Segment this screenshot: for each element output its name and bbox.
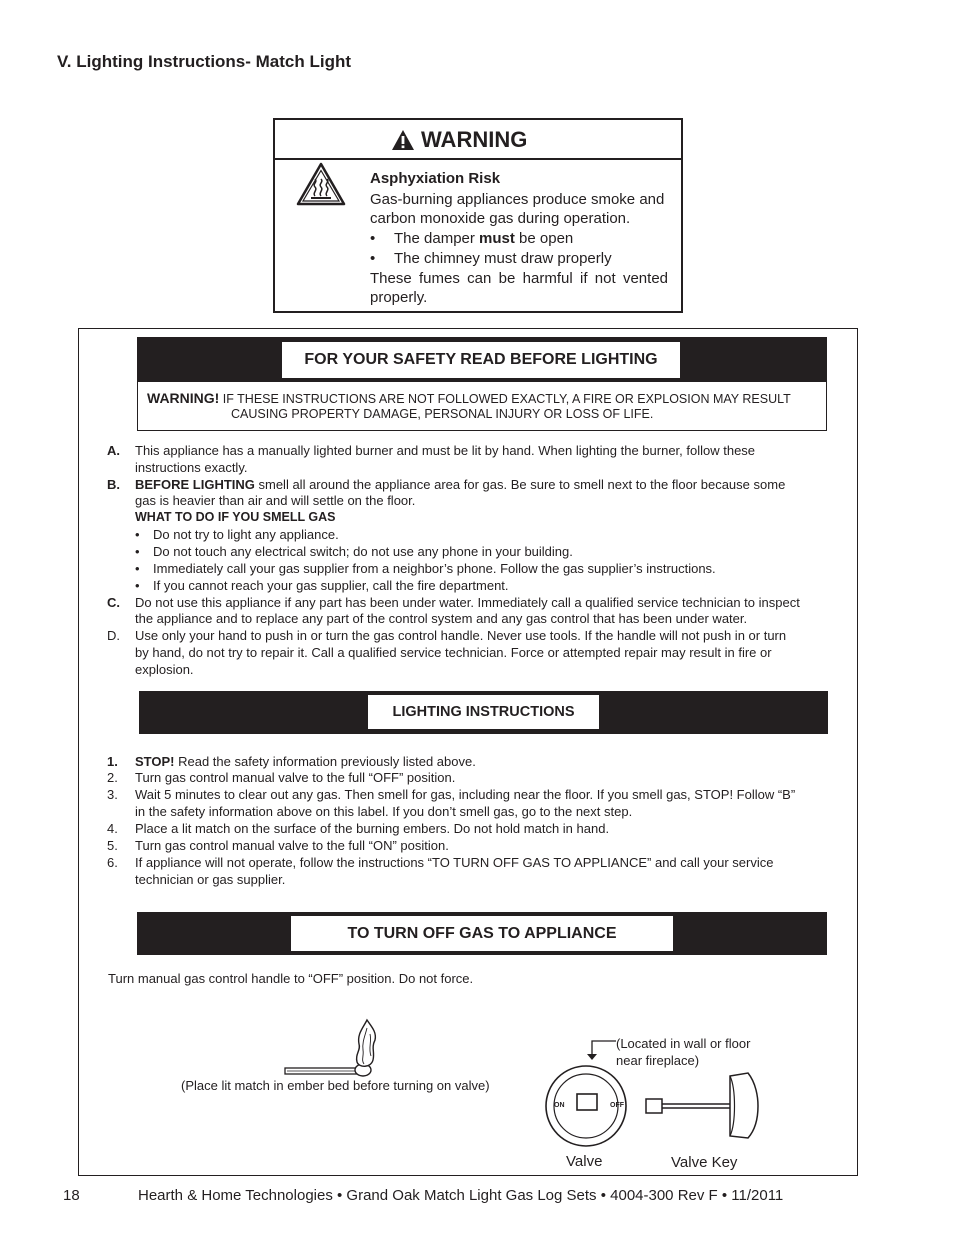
- page-number: 18: [63, 1187, 80, 1204]
- bullet-icon: •: [135, 578, 140, 593]
- safety-header-title: FOR YOUR SAFETY READ BEFORE LIGHTING: [282, 342, 680, 378]
- step-3-line-2: in the safety information above on this label. If you don’t smell gas, go to the next step.: [135, 804, 633, 819]
- lighting-header-title: LIGHTING INSTRUCTIONS: [368, 695, 599, 729]
- safety-warning-box: [137, 381, 827, 431]
- hot-surface-fumes-icon: [295, 161, 347, 207]
- safety-warning-line-2: CAUSING PROPERTY DAMAGE, PERSONAL INJURY OR LOSS OF LIFE.: [231, 407, 654, 421]
- step-5-marker: 5.: [107, 838, 118, 853]
- bullet-icon: •: [135, 561, 140, 576]
- step-4-text: Place a lit match on the surface of the burning embers. Do not hold match in hand.: [135, 821, 610, 836]
- location-line-2: near fireplace): [616, 1053, 700, 1068]
- step-6-line-2: technician or gas supplier.: [135, 872, 286, 887]
- step-6-marker: 6.: [107, 855, 118, 870]
- smell-bullet-2: Do not touch any electrical switch; do not use any phone in your building.: [153, 544, 573, 559]
- step-3-line-1: Wait 5 minutes to clear out any gas. Then smell for gas, including near the floor. If you smell gas, STOP! Follow “B”: [135, 787, 796, 802]
- step-2-text: Turn gas control manual valve to the full “OFF” position.: [135, 770, 456, 785]
- item-b-line-2: gas is heavier than air and will settle on the floor.: [135, 493, 416, 508]
- item-c-line-2: the appliance and to replace any part of the control system and any gas control that has been under water.: [135, 611, 748, 626]
- smell-bullet-3: Immediately call your gas supplier from a neighbor’s phone. Follow the gas supplier’s instructions.: [153, 561, 716, 576]
- item-c-marker: C.: [107, 595, 120, 610]
- smell-bullet-4: If you cannot reach your gas supplier, call the fire department.: [153, 578, 509, 593]
- step-6-line-1: If appliance will not operate, follow the instructions “TO TURN OFF GAS TO APPLIANCE” and call your service: [135, 855, 774, 870]
- bullet-icon: •: [135, 527, 140, 542]
- safety-warning-line-1: WARNING! IF THESE INSTRUCTIONS ARE NOT FOLLOWED EXACTLY, A FIRE OR EXPLOSION MAY RESULT: [147, 390, 791, 406]
- warning-line-2: carbon monoxide gas during operation.: [370, 210, 631, 227]
- match-caption: (Place lit match in ember bed before turning on valve): [181, 1078, 490, 1093]
- warning-header: [275, 120, 681, 160]
- item-a-marker: A.: [107, 443, 120, 458]
- step-4-marker: 4.: [107, 821, 118, 836]
- item-b-marker: B.: [107, 477, 120, 492]
- warning-closing: These fumes can be harmful if not vented properly.: [370, 270, 668, 306]
- item-c-line-1: Do not use this appliance if any part has been under water. Immediately call a qualified service technician to inspect: [135, 595, 800, 610]
- warning-bullet-2: • The chimney must draw properly: [370, 250, 612, 267]
- bullet-icon: •: [135, 544, 140, 559]
- item-d-line-2: by hand, do not try to repair it. Call a qualified service technician. Force or attempted repair may result in fire or: [135, 645, 772, 660]
- smell-gas-heading: WHAT TO DO IF YOU SMELL GAS: [135, 510, 336, 524]
- turn-off-text: Turn manual gas control handle to “OFF” position. Do not force.: [108, 971, 474, 986]
- item-d-line-1: Use only your hand to push in or turn the gas control handle. Never use tools. If the handle will not push in or turn: [135, 628, 787, 643]
- risk-title: Asphyxiation Risk: [370, 170, 501, 187]
- valve-on-label: ON: [554, 1102, 565, 1109]
- warning-bullet-1: • The damper must be open: [370, 230, 574, 247]
- step-1-marker: 1.: [107, 754, 118, 769]
- valve-off-label: OFF: [610, 1102, 624, 1109]
- warning-triangle-icon: [391, 129, 415, 151]
- warning-title: WARNING: [421, 127, 528, 152]
- lit-match-icon: [283, 1016, 383, 1082]
- item-d-marker: D.: [107, 628, 120, 643]
- step-2-marker: 2.: [107, 770, 118, 785]
- warning-line-1: Gas-burning appliances produce smoke and: [370, 191, 665, 208]
- item-a-line-1: This appliance has a manually lighted burner and must be lit by hand. When lighting the burner, follow these: [135, 443, 756, 458]
- item-a-line-2: instructions exactly.: [135, 460, 248, 475]
- warning-body: [370, 169, 668, 307]
- step-3-marker: 3.: [107, 787, 118, 802]
- valve-label: Valve: [566, 1153, 603, 1170]
- footer-text: Hearth & Home Technologies • Grand Oak Match Light Gas Log Sets • 4004-300 Rev F • 11/2011: [138, 1187, 784, 1204]
- step-5-text: Turn gas control manual valve to the full “ON” position.: [135, 838, 449, 853]
- valve-key-icon: [644, 1071, 764, 1141]
- valve-key-label: Valve Key: [671, 1154, 738, 1171]
- location-line-1: (Located in wall or floor: [616, 1036, 751, 1051]
- pointer-arrow-icon: [578, 1036, 618, 1060]
- item-d-line-3: explosion.: [135, 662, 194, 677]
- smell-bullet-1: Do not try to light any appliance.: [153, 527, 339, 542]
- section-title: V. Lighting Instructions- Match Light: [57, 52, 352, 71]
- turn-off-header-title: TO TURN OFF GAS TO APPLIANCE: [291, 916, 673, 951]
- step-1-text: STOP! Read the safety information previously listed above.: [135, 754, 476, 769]
- item-b-line-1: BEFORE LIGHTING smell all around the appliance area for gas. Be sure to smell next to the floor because some: [135, 477, 786, 492]
- warning-box: [273, 118, 683, 313]
